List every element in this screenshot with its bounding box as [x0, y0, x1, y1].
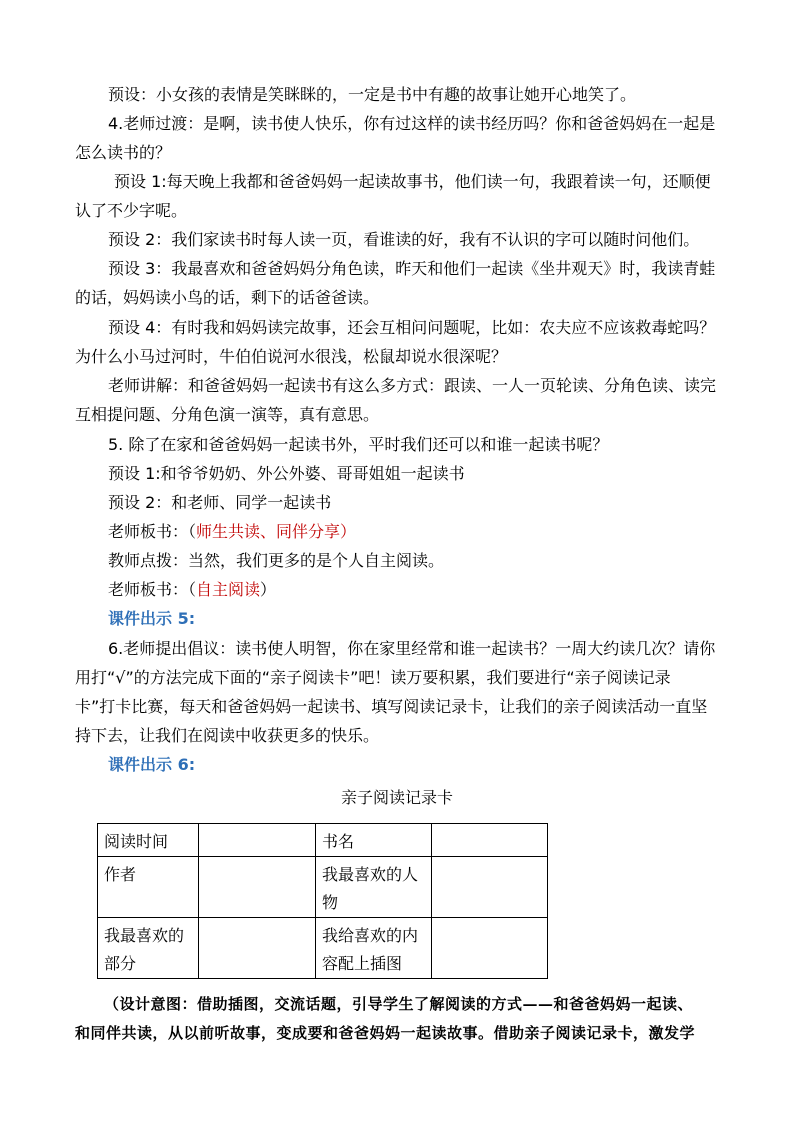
preset-3-continuation: 的话，妈妈读小鸟的话，剩下的话爸爸读。 — [75, 288, 380, 307]
board-highlight: 师生共读、同伴分享 — [196, 522, 341, 541]
teacher-hint-line: 教师点拨：当然，我们更多的是个人自主阅读。 — [108, 551, 445, 570]
board-prefix: 老师板书：（ — [108, 580, 197, 599]
preset-1-continuation: 认了不少字呢。 — [75, 201, 188, 220]
step-6-continuation-2: 卡”打卡比赛，每天和爸爸妈妈一起读书、填写阅读记录卡，让我们的亲子阅读活动一直坚 — [75, 697, 708, 716]
board-prefix: 老师板书：（ — [108, 522, 197, 541]
step-6-continuation-1: 用打“√”的方法完成下面的“亲子阅读卡”吧！读万要积累，我们要进行“亲子阅读记录 — [75, 668, 671, 687]
board-writing-1 — [108, 522, 356, 542]
slide-5-heading: 课件出示 5: — [108, 609, 196, 628]
author-label: 作者 — [98, 857, 199, 918]
teacher-explain-line: 老师讲解：和爸爸妈妈一起读书有这么多方式：跟读、一人一页轮读、分角色读、读完 — [108, 376, 717, 395]
reading-card-title: 亲子阅读记录卡 — [340, 788, 453, 807]
preset-line: 预设：小女孩的表情是笑眯眯的，一定是书中有趣的故事让她开心地笑了。 — [108, 85, 637, 104]
read-time-value[interactable] — [199, 824, 316, 857]
design-intent-line-2: 和同伴共读，从以前听故事，变成要和爸爸妈妈一起读故事。借助亲子阅读记录卡，激发学 — [75, 1024, 696, 1042]
step-6-line: 6.老师提出倡议：读书使人明智，你在家里经常和谁一起读书？一周大约读几次？请你 — [108, 639, 716, 658]
preset-2-line: 预设 2：我们家读书时每人读一页，看谁读的好，我有不认识的字可以随时问他们。 — [108, 230, 700, 249]
slide-6-heading: 课件出示 6: — [108, 755, 196, 774]
board-suffix: ） — [260, 580, 277, 599]
book-name-label: 书名 — [316, 824, 432, 857]
illustration-label: 我给喜欢的内容配上插图 — [316, 918, 432, 979]
favorite-part-value[interactable] — [199, 918, 316, 979]
board-writing-2 — [108, 580, 276, 600]
favorite-character-label: 我最喜欢的人物 — [316, 857, 432, 918]
step-4-line: 4.老师过渡：是啊，读书使人快乐，你有过这样的读书经历吗？你和爸爸妈妈在一起是 — [108, 114, 716, 133]
favorite-character-value[interactable] — [432, 857, 548, 918]
design-intent-line-1: （设计意图：借助插图，交流话题，引导学生了解阅读的方式——和爸爸妈妈一起读、 — [104, 995, 694, 1013]
author-value[interactable] — [199, 857, 316, 918]
step-5-line: 5. 除了在家和爸爸妈妈一起读书外，平时我们还可以和谁一起读书呢？ — [108, 435, 609, 454]
teacher-explain-continuation: 互相提问题、分角色演一演等，真有意思。 — [75, 405, 380, 424]
step-5-preset-2: 预设 2：和老师、同学一起读书 — [108, 493, 332, 512]
board-highlight: 自主阅读 — [196, 580, 261, 599]
preset-1-line: 预设 1:每天晚上我都和爸爸妈妈一起读故事书，他们读一句，我跟着读一句，还顺便 — [114, 172, 711, 191]
step-5-preset-1: 预设 1:和爷爷奶奶、外公外婆、哥哥姐姐一起读书 — [108, 464, 465, 483]
book-name-value[interactable] — [432, 824, 548, 857]
board-suffix: ） — [340, 522, 357, 541]
reading-record-card — [97, 823, 548, 979]
preset-3-line: 预设 3：我最喜欢和爸爸妈妈分角色读，昨天和他们一起读《坐井观天》时，我读青蛙 — [108, 259, 716, 278]
preset-4-line: 预设 4：有时我和妈妈读完故事，还会互相问问题呢，比如：农夫应不应该救毒蛇吗？ — [108, 318, 716, 337]
read-time-label: 阅读时间 — [98, 824, 199, 857]
step-4-continuation: 怎么读书的？ — [75, 143, 172, 162]
favorite-part-label: 我最喜欢的部分 — [98, 918, 199, 979]
preset-4-continuation: 为什么小马过河时，牛伯伯说河水很浅，松鼠却说水很深呢？ — [75, 347, 508, 366]
illustration-value[interactable] — [432, 918, 548, 979]
step-6-continuation-3: 持下去，让我们在阅读中收获更多的快乐。 — [75, 726, 380, 745]
